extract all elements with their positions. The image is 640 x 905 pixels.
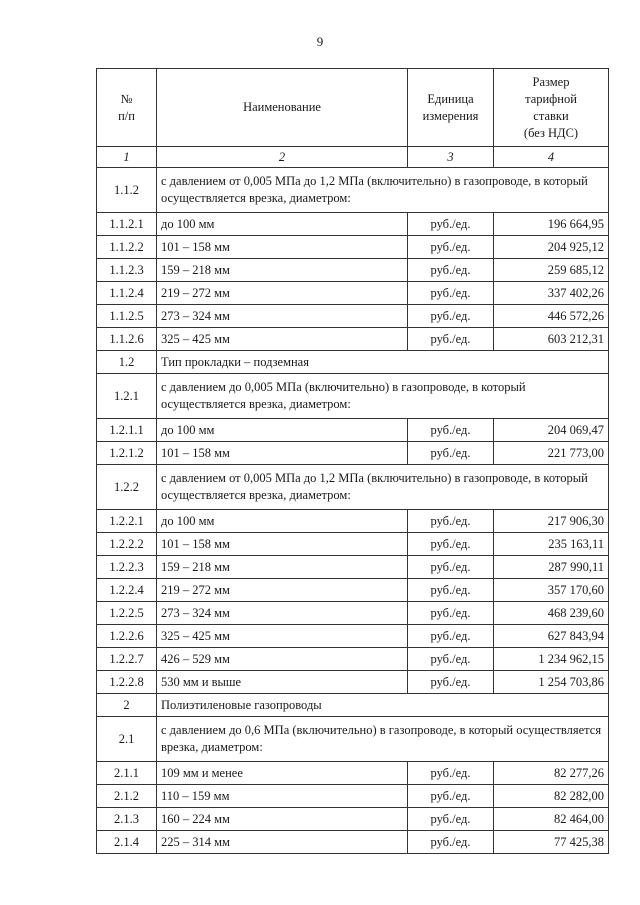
- row-unit: руб./ед.: [408, 259, 494, 282]
- row-value: 217 906,30: [494, 510, 609, 533]
- row-value: 446 572,26: [494, 305, 609, 328]
- row-name: до 100 мм: [157, 213, 408, 236]
- tariff-table: [96, 68, 609, 854]
- row-value: 82 464,00: [494, 808, 609, 831]
- row-unit: руб./ед.: [408, 785, 494, 808]
- row-number: 2.1: [97, 717, 157, 762]
- table-row: [97, 305, 609, 328]
- row-number: 1.1.2.5: [97, 305, 157, 328]
- row-name: 110 – 159 мм: [157, 785, 408, 808]
- row-number: 1.2.2.4: [97, 579, 157, 602]
- row-unit: руб./ед.: [408, 282, 494, 305]
- table-row: [97, 213, 609, 236]
- column-index: 1: [97, 147, 157, 168]
- row-unit: руб./ед.: [408, 213, 494, 236]
- row-name: Полиэтиленовые газопроводы: [157, 694, 609, 717]
- row-name: 101 – 158 мм: [157, 533, 408, 556]
- row-value: 337 402,26: [494, 282, 609, 305]
- header-num: № п/п: [97, 69, 157, 147]
- table-row: [97, 671, 609, 694]
- row-value: 287 990,11: [494, 556, 609, 579]
- table-row: [97, 533, 609, 556]
- row-number: 1.2.1.1: [97, 419, 157, 442]
- row-unit: руб./ед.: [408, 831, 494, 854]
- table-row: [97, 831, 609, 854]
- header-unit: Единица измерения: [408, 69, 494, 147]
- row-value: 204 069,47: [494, 419, 609, 442]
- row-value: 1 254 703,86: [494, 671, 609, 694]
- table-row: [97, 648, 609, 671]
- section-row: [97, 717, 609, 762]
- row-number: 1.2.1: [97, 374, 157, 419]
- column-index: 4: [494, 147, 609, 168]
- row-number: 2.1.3: [97, 808, 157, 831]
- row-name: 109 мм и менее: [157, 762, 408, 785]
- row-name: с давлением от 0,005 МПа до 1,2 МПа (включительно) в газопроводе, в который осуществляется врезка, диаметром:: [157, 465, 609, 510]
- table-row: [97, 328, 609, 351]
- row-name: 219 – 272 мм: [157, 579, 408, 602]
- table-header-row: [97, 69, 609, 147]
- row-name: с давлением до 0,6 МПа (включительно) в газопроводе, в который осуществляется врезка, диаметром:: [157, 717, 609, 762]
- row-number: 2.1.1: [97, 762, 157, 785]
- row-name: 426 – 529 мм: [157, 648, 408, 671]
- row-name: 160 – 224 мм: [157, 808, 408, 831]
- table-row: [97, 625, 609, 648]
- table-row: [97, 762, 609, 785]
- section-row: [97, 465, 609, 510]
- row-value: 235 163,11: [494, 533, 609, 556]
- row-name: с давлением до 0,005 МПа (включительно) в газопроводе, в который осуществляется врезка, диаметром:: [157, 374, 609, 419]
- section-row: [97, 694, 609, 717]
- row-unit: руб./ед.: [408, 533, 494, 556]
- row-value: 221 773,00: [494, 442, 609, 465]
- row-number: 1.2.2.5: [97, 602, 157, 625]
- table-row: [97, 259, 609, 282]
- table-row: [97, 556, 609, 579]
- row-number: 2.1.4: [97, 831, 157, 854]
- table-row: [97, 282, 609, 305]
- row-number: 1.2.2: [97, 465, 157, 510]
- header-rate: Размер тарифной ставки (без НДС): [494, 69, 609, 147]
- row-unit: руб./ед.: [408, 625, 494, 648]
- row-name: 101 – 158 мм: [157, 236, 408, 259]
- row-name: 159 – 218 мм: [157, 556, 408, 579]
- row-name: 273 – 324 мм: [157, 305, 408, 328]
- row-value: 196 664,95: [494, 213, 609, 236]
- header-name: Наименование: [157, 69, 408, 147]
- row-number: 1.1.2.2: [97, 236, 157, 259]
- row-name: 219 – 272 мм: [157, 282, 408, 305]
- row-unit: руб./ед.: [408, 442, 494, 465]
- row-number: 1.2.1.2: [97, 442, 157, 465]
- table-row: [97, 579, 609, 602]
- column-index: 2: [157, 147, 408, 168]
- row-name: 101 – 158 мм: [157, 442, 408, 465]
- row-value: 77 425,38: [494, 831, 609, 854]
- row-name: до 100 мм: [157, 510, 408, 533]
- row-number: 1.1.2.4: [97, 282, 157, 305]
- row-number: 1.2.2.1: [97, 510, 157, 533]
- row-name: 325 – 425 мм: [157, 625, 408, 648]
- row-number: 1.2.2.2: [97, 533, 157, 556]
- table-row: [97, 236, 609, 259]
- row-name: 273 – 324 мм: [157, 602, 408, 625]
- row-value: 603 212,31: [494, 328, 609, 351]
- section-row: [97, 168, 609, 213]
- row-number: 1.1.2.1: [97, 213, 157, 236]
- table-row: [97, 510, 609, 533]
- row-value: 627 843,94: [494, 625, 609, 648]
- column-index-row: [97, 147, 609, 168]
- row-unit: руб./ед.: [408, 556, 494, 579]
- row-number: 1.2.2.8: [97, 671, 157, 694]
- row-name: 159 – 218 мм: [157, 259, 408, 282]
- section-row: [97, 351, 609, 374]
- row-unit: руб./ед.: [408, 602, 494, 625]
- row-unit: руб./ед.: [408, 305, 494, 328]
- row-name: 325 – 425 мм: [157, 328, 408, 351]
- row-number: 1.1.2.6: [97, 328, 157, 351]
- row-value: 82 277,26: [494, 762, 609, 785]
- row-unit: руб./ед.: [408, 648, 494, 671]
- row-name: с давлением от 0,005 МПа до 1,2 МПа (включительно) в газопроводе, в который осуществляется врезка, диаметром:: [157, 168, 609, 213]
- row-number: 1.1.2.3: [97, 259, 157, 282]
- row-number: 1.2.2.6: [97, 625, 157, 648]
- row-number: 1.2.2.3: [97, 556, 157, 579]
- row-unit: руб./ед.: [408, 579, 494, 602]
- row-unit: руб./ед.: [408, 808, 494, 831]
- table-row: [97, 785, 609, 808]
- table-row: [97, 602, 609, 625]
- row-value: 82 282,00: [494, 785, 609, 808]
- section-row: [97, 374, 609, 419]
- row-value: 204 925,12: [494, 236, 609, 259]
- row-name: 225 – 314 мм: [157, 831, 408, 854]
- table-row: [97, 419, 609, 442]
- table-body: [97, 168, 609, 854]
- row-unit: руб./ед.: [408, 510, 494, 533]
- row-number: 1.2: [97, 351, 157, 374]
- row-unit: руб./ед.: [408, 419, 494, 442]
- row-unit: руб./ед.: [408, 328, 494, 351]
- table-row: [97, 442, 609, 465]
- page-number: 9: [316, 34, 324, 49]
- row-unit: руб./ед.: [408, 762, 494, 785]
- row-number: 1.1.2: [97, 168, 157, 213]
- row-number: 2.1.2: [97, 785, 157, 808]
- table-row: [97, 808, 609, 831]
- row-unit: руб./ед.: [408, 236, 494, 259]
- row-number: 2: [97, 694, 157, 717]
- row-value: 1 234 962,15: [494, 648, 609, 671]
- row-number: 1.2.2.7: [97, 648, 157, 671]
- row-name: Тип прокладки – подземная: [157, 351, 609, 374]
- row-unit: руб./ед.: [408, 671, 494, 694]
- row-name: 530 мм и выше: [157, 671, 408, 694]
- column-index: 3: [408, 147, 494, 168]
- row-value: 357 170,60: [494, 579, 609, 602]
- row-value: 259 685,12: [494, 259, 609, 282]
- row-name: до 100 мм: [157, 419, 408, 442]
- row-value: 468 239,60: [494, 602, 609, 625]
